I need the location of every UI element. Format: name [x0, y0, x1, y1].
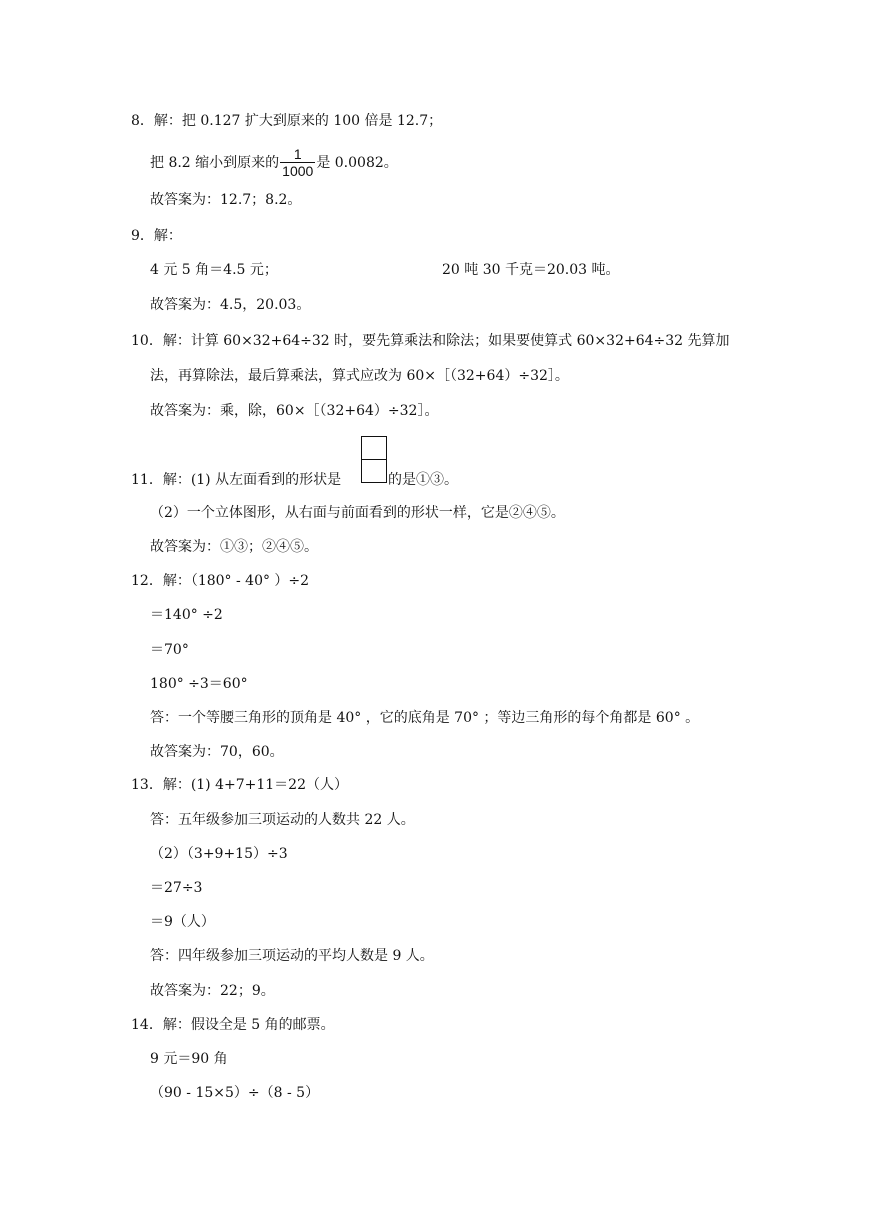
fraction-numerator: 1: [293, 146, 302, 162]
q12-line-4: 180° ÷3＝60°: [150, 676, 248, 692]
q9-line-2a: 4 元 5 角＝4.5 元；: [150, 262, 278, 278]
q12-line-1: 12．解：（180° - 40° ）÷2: [131, 573, 310, 589]
q9-answer: 故答案为：4.5，20.03。: [150, 297, 311, 313]
q8-line-2-pre: 把 8.2 缩小到原来的: [150, 155, 280, 171]
q8-line-2: [150, 143, 398, 183]
q12-line-2: ＝140° ÷2: [150, 607, 223, 623]
q8-answer: 故答案为：12.7；8.2。: [150, 192, 302, 208]
q14-line-3: （90 - 15×5）÷（8 - 5）: [150, 1085, 320, 1101]
q12-answer: 故答案为：70，60。: [150, 744, 284, 760]
q13-line-2: 答：五年级参加三项运动的人数共 22 人。: [150, 812, 415, 828]
left-view-shape: [361, 436, 387, 484]
q13-answer: 故答案为：22；9。: [150, 983, 275, 999]
q11-answer: 故答案为：①③；②④⑤。: [150, 539, 318, 555]
left-view-bottom-square: [361, 459, 387, 483]
q13-line-5: ＝9（人）: [150, 914, 215, 930]
fraction-denominator: 1000: [282, 163, 314, 179]
q10-line-2: 法，再算除法，最后算乘法，算式应改为 60×［（32+64）÷32］。: [150, 368, 569, 384]
q14-line-2: 9 元＝90 角: [150, 1051, 228, 1067]
q10-answer: 故答案为：乘，除，60×［（32+64）÷32］。: [150, 403, 439, 419]
q11-line-1-pre: 11．解：(1) 从左面看到的形状是: [131, 472, 342, 488]
q9-line-1: 9．解：: [131, 228, 182, 244]
q11-line-2: （2）一个立体图形，从右面与前面看到的形状一样，它是②④⑤。: [150, 505, 565, 521]
q8-line-1: 8．解：把 0.127 扩大到原来的 100 倍是 12.7；: [131, 113, 443, 129]
q13-line-6: 答：四年级参加三项运动的平均人数是 9 人。: [150, 948, 434, 964]
q8-line-2-post: 是 0.0082。: [316, 155, 398, 171]
fraction: [280, 146, 315, 180]
left-view-top-square: [361, 436, 387, 459]
q14-line-1: 14．解：假设全是 5 角的邮票。: [131, 1017, 335, 1033]
q13-line-3: （2）（3+9+15）÷3: [150, 846, 288, 862]
q12-line-3: ＝70°: [150, 642, 189, 658]
q13-line-4: ＝27÷3: [150, 880, 203, 896]
q11-line-1-post: 的是①③。: [388, 472, 458, 488]
q13-line-1: 13．解：(1) 4+7+11＝22（人）: [131, 777, 348, 793]
q9-line-2b: 20 吨 30 千克＝20.03 吨。: [442, 262, 620, 278]
q12-line-5: 答：一个等腰三角形的顶角是 40° ，它的底角是 70° ；等边三角形的每个角都是 60° 。: [150, 710, 700, 726]
q10-line-1: 10．解：计算 60×32+64÷32 时，要先算乘法和除法；如果要使算式 60×32+64÷32 先算加: [131, 333, 730, 349]
